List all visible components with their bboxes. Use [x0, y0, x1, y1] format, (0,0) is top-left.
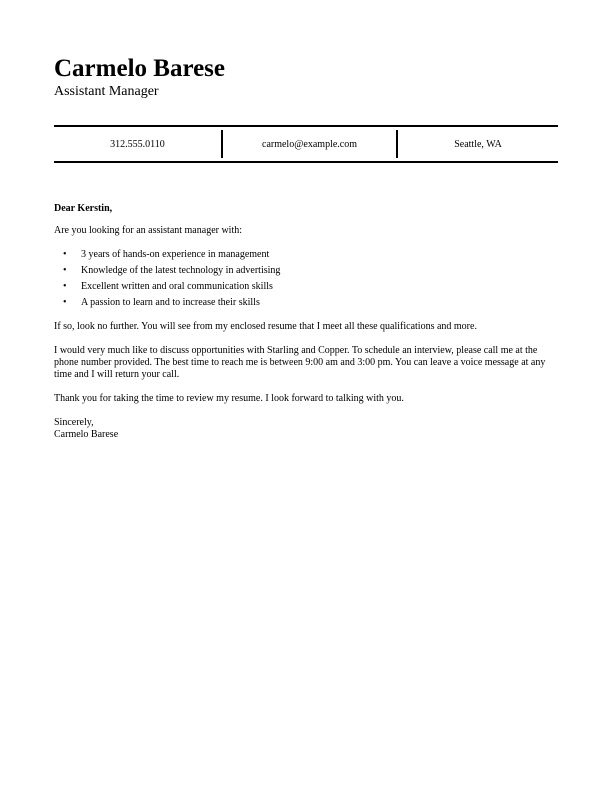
- body-paragraph: I would very much like to discuss opportunities with Starling and Copper. To schedule an interview, please call me at the phone number provided. The best time to reach me is between 9:00 am and 3:00 pm. You can leave a voice message at any time and I will return your call.: [54, 345, 546, 380]
- contact-location: Seattle, WA: [454, 138, 502, 150]
- letter-body: [54, 203, 558, 441]
- list-item: [54, 297, 558, 309]
- list-item: [54, 281, 558, 293]
- list-item: [54, 249, 558, 261]
- contact-phone: 312.555.0110: [110, 138, 165, 150]
- contact-bar: [54, 125, 558, 163]
- qualifications-list: [54, 249, 558, 309]
- body-paragraph: Thank you for taking the time to review my resume. I look forward to talking with you.: [54, 393, 404, 404]
- bullet-icon: •: [63, 297, 67, 308]
- list-item: [54, 265, 558, 277]
- list-item-text: 3 years of hands-on experience in management: [81, 249, 270, 260]
- bullet-icon: •: [63, 249, 67, 260]
- list-item-text: Excellent written and oral communication skills: [81, 281, 273, 292]
- signature: Carmelo Barese: [54, 429, 119, 440]
- intro-paragraph: Are you looking for an assistant manager with:: [54, 225, 243, 236]
- sender-title: Assistant Manager: [54, 84, 159, 99]
- list-item-text: A passion to learn and to increase their skills: [81, 297, 260, 308]
- bullet-icon: •: [63, 265, 67, 276]
- salutation: Dear Kerstin,: [54, 203, 113, 214]
- contact-email: carmelo@example.com: [262, 138, 357, 150]
- list-item-text: Knowledge of the latest technology in advertising: [81, 265, 281, 276]
- closing: Sincerely,: [54, 417, 94, 428]
- bullet-icon: •: [63, 281, 67, 292]
- body-paragraph: If so, look no further. You will see from my enclosed resume that I meet all these qualifications and more.: [54, 321, 477, 332]
- sender-name: Carmelo Barese: [54, 55, 226, 82]
